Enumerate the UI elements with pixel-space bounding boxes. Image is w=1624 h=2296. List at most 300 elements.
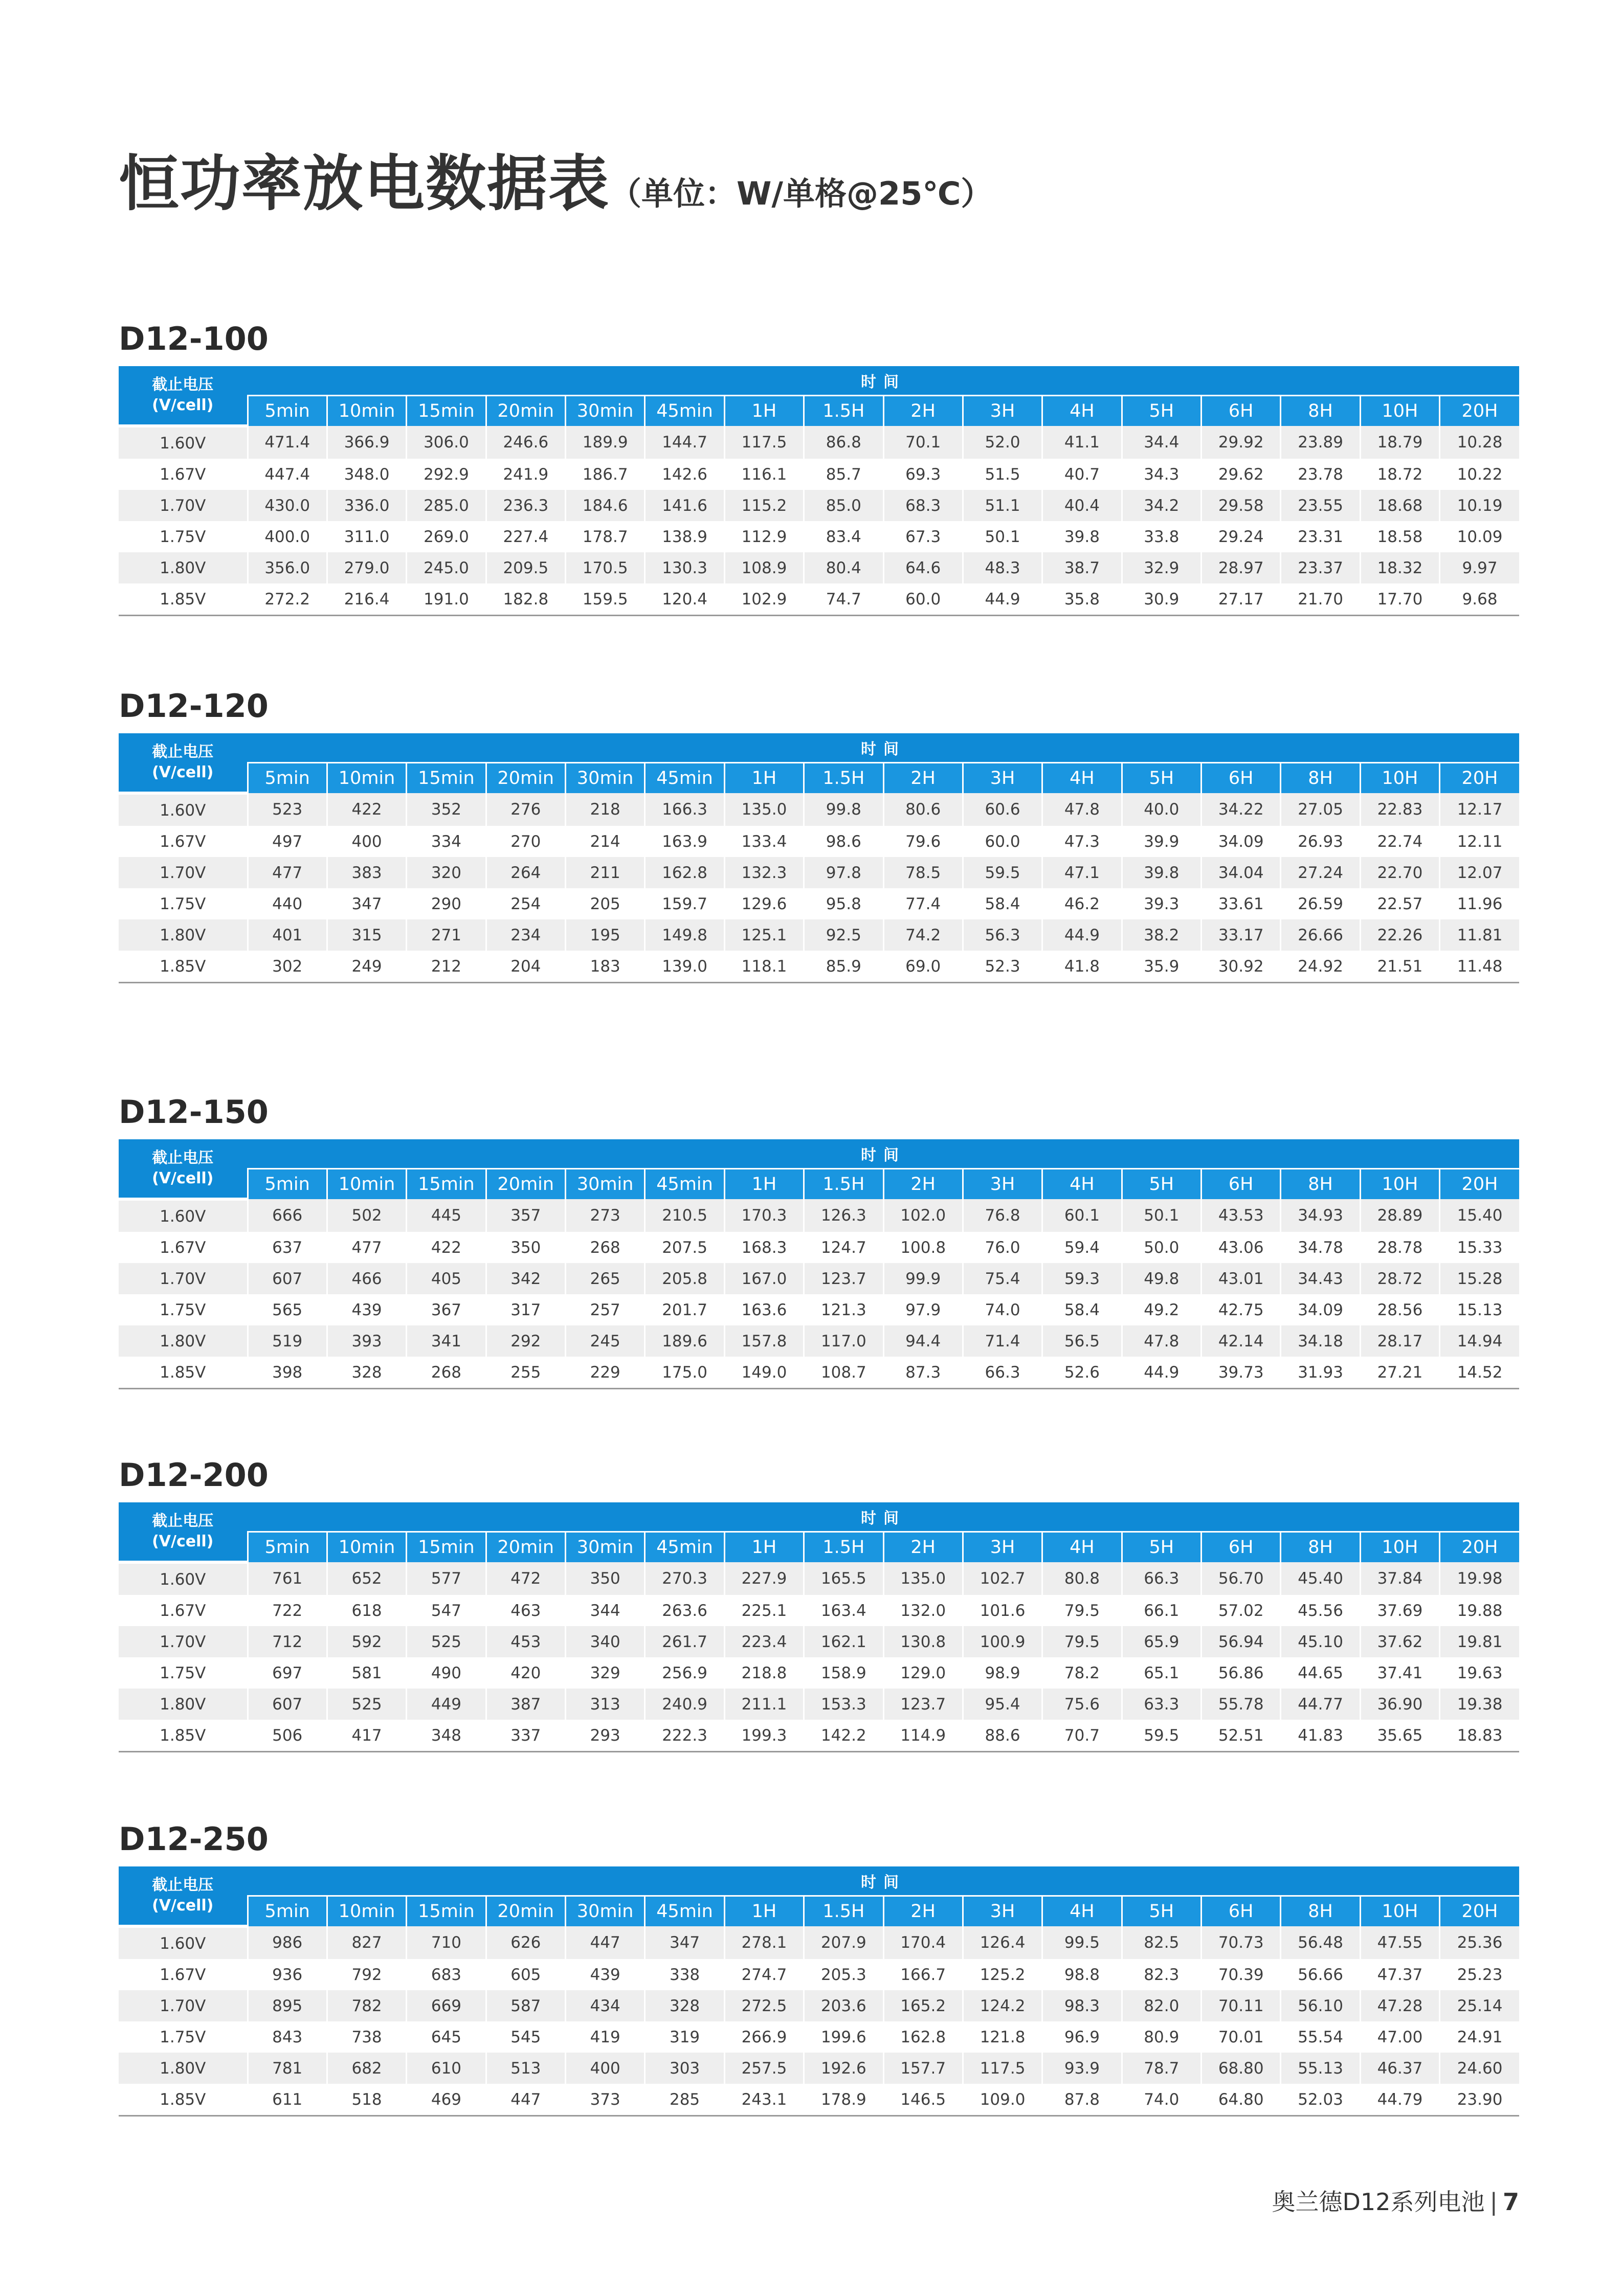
- power-value-cell: 45.40: [1281, 1562, 1360, 1595]
- power-value-cell: 311.0: [327, 521, 406, 552]
- time-header: 时间: [248, 1502, 1519, 1532]
- power-value-cell: 23.55: [1281, 490, 1360, 521]
- power-value-cell: 170.5: [566, 552, 645, 583]
- cutoff-voltage-unit: (V/cell): [152, 396, 214, 414]
- power-value-cell: 38.7: [1042, 552, 1122, 583]
- power-value-cell: 66.1: [1122, 1595, 1201, 1626]
- power-value-cell: 56.5: [1042, 1325, 1122, 1357]
- power-value-cell: 34.2: [1122, 490, 1201, 521]
- power-value-cell: 126.4: [963, 1926, 1042, 1959]
- power-value-cell: 722: [248, 1595, 327, 1626]
- power-value-cell: 163.6: [724, 1294, 804, 1325]
- power-value-cell: 69.3: [883, 459, 963, 490]
- power-value-cell: 637: [248, 1232, 327, 1263]
- power-value-cell: 47.55: [1360, 1926, 1439, 1959]
- power-value-cell: 52.0: [963, 426, 1042, 459]
- power-value-cell: 82.3: [1122, 1959, 1201, 1990]
- power-value-cell: 29.58: [1202, 490, 1281, 521]
- power-value-cell: 132.3: [724, 857, 804, 888]
- power-value-cell: 249: [327, 951, 406, 983]
- power-value-cell: 55.13: [1281, 2053, 1360, 2084]
- power-value-cell: 23.89: [1281, 426, 1360, 459]
- power-value-cell: 270.3: [645, 1562, 724, 1595]
- duration-header: 45min: [645, 1532, 724, 1563]
- power-value-cell: 97.9: [883, 1294, 963, 1325]
- power-value-cell: 225.1: [724, 1595, 804, 1626]
- power-value-cell: 85.7: [804, 459, 883, 490]
- power-value-cell: 352: [407, 793, 486, 826]
- power-value-cell: 199.6: [804, 2021, 883, 2053]
- power-value-cell: 348.0: [327, 459, 406, 490]
- power-value-cell: 40.7: [1042, 459, 1122, 490]
- page-title: [119, 148, 993, 219]
- cutoff-voltage-cell: 1.67V: [119, 1595, 248, 1626]
- power-value-cell: 85.9: [804, 951, 883, 983]
- duration-header: 8H: [1281, 1896, 1360, 1927]
- power-value-cell: 303: [645, 2053, 724, 2084]
- cutoff-voltage-cell: 1.80V: [119, 2053, 248, 2084]
- duration-header: 20min: [486, 763, 565, 794]
- power-value-cell: 843: [248, 2021, 327, 2053]
- duration-header: 4H: [1042, 1169, 1122, 1200]
- duration-header: 8H: [1281, 1169, 1360, 1200]
- power-value-cell: 182.8: [486, 583, 565, 616]
- power-value-cell: 121.8: [963, 2021, 1042, 2053]
- power-value-cell: 28.97: [1202, 552, 1281, 583]
- power-value-cell: 59.3: [1042, 1263, 1122, 1294]
- duration-header: 30min: [566, 396, 645, 426]
- power-value-cell: 165.2: [883, 1990, 963, 2021]
- power-value-cell: 52.6: [1042, 1357, 1122, 1389]
- time-header: 时间: [248, 1866, 1519, 1896]
- power-value-cell: 117.5: [724, 426, 804, 459]
- power-value-cell: 205: [566, 888, 645, 919]
- cutoff-voltage-cell: 1.75V: [119, 521, 248, 552]
- power-value-cell: 285: [645, 2084, 724, 2116]
- power-value-cell: 738: [327, 2021, 406, 2053]
- cutoff-voltage-unit: (V/cell): [152, 1533, 214, 1550]
- power-value-cell: 936: [248, 1959, 327, 1990]
- power-value-cell: 336.0: [327, 490, 406, 521]
- table-row: [119, 1926, 1519, 1959]
- power-value-cell: 445: [407, 1199, 486, 1232]
- power-value-cell: 39.8: [1042, 521, 1122, 552]
- power-value-cell: 109.0: [963, 2084, 1042, 2116]
- power-value-cell: 170.4: [883, 1926, 963, 1959]
- model-title: D12-100: [119, 320, 269, 357]
- power-value-cell: 56.86: [1202, 1657, 1281, 1689]
- power-value-cell: 223.4: [724, 1626, 804, 1657]
- power-value-cell: 22.74: [1360, 826, 1439, 857]
- power-value-cell: 93.9: [1042, 2053, 1122, 2084]
- power-value-cell: 209.5: [486, 552, 565, 583]
- power-value-cell: 447: [566, 1926, 645, 1959]
- power-value-cell: 15.28: [1440, 1263, 1519, 1294]
- power-value-cell: 466: [327, 1263, 406, 1294]
- power-value-cell: 652: [327, 1562, 406, 1595]
- power-value-cell: 35.65: [1360, 1720, 1439, 1752]
- power-value-cell: 27.24: [1281, 857, 1360, 888]
- power-value-cell: 80.4: [804, 552, 883, 583]
- cutoff-voltage-cell: 1.70V: [119, 490, 248, 521]
- power-value-cell: 189.6: [645, 1325, 724, 1357]
- cutoff-voltage-header: [119, 1139, 248, 1199]
- power-value-cell: 28.78: [1360, 1232, 1439, 1263]
- duration-header: 5H: [1122, 1896, 1201, 1927]
- duration-header: 3H: [963, 1896, 1042, 1927]
- power-value-cell: 565: [248, 1294, 327, 1325]
- power-value-cell: 78.7: [1122, 2053, 1201, 2084]
- power-value-cell: 199.3: [724, 1720, 804, 1752]
- power-value-cell: 15.40: [1440, 1199, 1519, 1232]
- power-value-cell: 41.1: [1042, 426, 1122, 459]
- power-value-cell: 24.60: [1440, 2053, 1519, 2084]
- power-value-cell: 55.54: [1281, 2021, 1360, 2053]
- power-value-cell: 35.8: [1042, 583, 1122, 616]
- power-value-cell: 11.48: [1440, 951, 1519, 983]
- power-value-cell: 39.8: [1122, 857, 1201, 888]
- power-value-cell: 76.0: [963, 1232, 1042, 1263]
- power-value-cell: 18.58: [1360, 521, 1439, 552]
- power-value-cell: 19.63: [1440, 1657, 1519, 1689]
- power-value-cell: 108.9: [724, 552, 804, 583]
- discharge-table: [119, 733, 1519, 983]
- power-value-cell: 175.0: [645, 1357, 724, 1389]
- power-value-cell: 192.6: [804, 2053, 883, 2084]
- power-value-cell: 41.8: [1042, 951, 1122, 983]
- table-section: [119, 1457, 1519, 1752]
- power-value-cell: 129.0: [883, 1657, 963, 1689]
- power-value-cell: 43.01: [1202, 1263, 1281, 1294]
- power-value-cell: 124.7: [804, 1232, 883, 1263]
- power-value-cell: 48.3: [963, 552, 1042, 583]
- power-value-cell: 227.4: [486, 521, 565, 552]
- power-value-cell: 22.26: [1360, 919, 1439, 951]
- power-value-cell: 149.0: [724, 1357, 804, 1389]
- power-value-cell: 387: [486, 1689, 565, 1720]
- duration-header: 2H: [883, 396, 963, 426]
- power-value-cell: 263.6: [645, 1595, 724, 1626]
- cutoff-voltage-cell: 1.60V: [119, 1199, 248, 1232]
- power-value-cell: 116.1: [724, 459, 804, 490]
- power-value-cell: 64.6: [883, 552, 963, 583]
- power-value-cell: 986: [248, 1926, 327, 1959]
- cutoff-voltage-cell: 1.85V: [119, 583, 248, 616]
- table-row: [119, 1959, 1519, 1990]
- power-value-cell: 234: [486, 919, 565, 951]
- table-row: [119, 1720, 1519, 1752]
- power-value-cell: 317: [486, 1294, 565, 1325]
- power-value-cell: 273: [566, 1199, 645, 1232]
- power-value-cell: 80.6: [883, 793, 963, 826]
- power-value-cell: 47.8: [1042, 793, 1122, 826]
- cutoff-voltage-cell: 1.80V: [119, 919, 248, 951]
- power-value-cell: 383: [327, 857, 406, 888]
- power-value-cell: 393: [327, 1325, 406, 1357]
- power-value-cell: 31.93: [1281, 1357, 1360, 1389]
- cutoff-voltage-cell: 1.75V: [119, 1657, 248, 1689]
- power-value-cell: 44.65: [1281, 1657, 1360, 1689]
- power-value-cell: 74.0: [963, 1294, 1042, 1325]
- power-value-cell: 506: [248, 1720, 327, 1752]
- duration-header: 20min: [486, 1169, 565, 1200]
- power-value-cell: 43.53: [1202, 1199, 1281, 1232]
- power-value-cell: 40.4: [1042, 490, 1122, 521]
- power-value-cell: 65.9: [1122, 1626, 1201, 1657]
- power-value-cell: 236.3: [486, 490, 565, 521]
- power-value-cell: 29.62: [1202, 459, 1281, 490]
- power-value-cell: 618: [327, 1595, 406, 1626]
- power-value-cell: 47.37: [1360, 1959, 1439, 1990]
- power-value-cell: 292: [486, 1325, 565, 1357]
- power-value-cell: 37.69: [1360, 1595, 1439, 1626]
- power-value-cell: 52.03: [1281, 2084, 1360, 2116]
- power-value-cell: 400: [327, 826, 406, 857]
- duration-header: 20min: [486, 1896, 565, 1927]
- power-value-cell: 10.09: [1440, 521, 1519, 552]
- power-value-cell: 669: [407, 1990, 486, 2021]
- power-value-cell: 210.5: [645, 1199, 724, 1232]
- duration-header: 6H: [1202, 396, 1281, 426]
- power-value-cell: 211: [566, 857, 645, 888]
- power-value-cell: 605: [486, 1959, 565, 1990]
- power-value-cell: 34.43: [1281, 1263, 1360, 1294]
- model-title: D12-150: [119, 1093, 269, 1131]
- power-value-cell: 23.37: [1281, 552, 1360, 583]
- power-value-cell: 18.68: [1360, 490, 1439, 521]
- duration-header: 2H: [883, 763, 963, 794]
- duration-header: 20H: [1440, 1896, 1519, 1927]
- power-value-cell: 24.91: [1440, 2021, 1519, 2053]
- power-value-cell: 34.09: [1202, 826, 1281, 857]
- power-value-cell: 26.93: [1281, 826, 1360, 857]
- power-value-cell: 166.7: [883, 1959, 963, 1990]
- power-value-cell: 133.4: [724, 826, 804, 857]
- power-value-cell: 342: [486, 1263, 565, 1294]
- power-value-cell: 66.3: [1122, 1562, 1201, 1595]
- power-value-cell: 23.31: [1281, 521, 1360, 552]
- cutoff-voltage-cell: 1.85V: [119, 1357, 248, 1389]
- power-value-cell: 302: [248, 951, 327, 983]
- power-value-cell: 15.33: [1440, 1232, 1519, 1263]
- power-value-cell: 19.88: [1440, 1595, 1519, 1626]
- table-row: [119, 2053, 1519, 2084]
- power-value-cell: 59.5: [963, 857, 1042, 888]
- power-value-cell: 401: [248, 919, 327, 951]
- power-value-cell: 25.36: [1440, 1926, 1519, 1959]
- power-value-cell: 373: [566, 2084, 645, 2116]
- power-value-cell: 519: [248, 1325, 327, 1357]
- power-value-cell: 78.2: [1042, 1657, 1122, 1689]
- power-value-cell: 447.4: [248, 459, 327, 490]
- duration-header: 6H: [1202, 763, 1281, 794]
- power-value-cell: 42.14: [1202, 1325, 1281, 1357]
- power-value-cell: 70.39: [1202, 1959, 1281, 1990]
- power-value-cell: 430.0: [248, 490, 327, 521]
- power-value-cell: 117.5: [963, 2053, 1042, 2084]
- power-value-cell: 56.10: [1281, 1990, 1360, 2021]
- power-value-cell: 525: [407, 1626, 486, 1657]
- power-value-cell: 18.83: [1440, 1720, 1519, 1752]
- power-value-cell: 125.2: [963, 1959, 1042, 1990]
- table-row: [119, 1294, 1519, 1325]
- cutoff-voltage-label: 截止电压: [152, 1512, 214, 1530]
- power-value-cell: 28.89: [1360, 1199, 1439, 1232]
- power-value-cell: 184.6: [566, 490, 645, 521]
- power-value-cell: 19.38: [1440, 1689, 1519, 1720]
- power-value-cell: 117.0: [804, 1325, 883, 1357]
- power-value-cell: 34.4: [1122, 426, 1201, 459]
- power-value-cell: 70.11: [1202, 1990, 1281, 2021]
- power-value-cell: 547: [407, 1595, 486, 1626]
- duration-header: 3H: [963, 1532, 1042, 1563]
- table-row: [119, 919, 1519, 951]
- model-title: D12-250: [119, 1820, 269, 1858]
- power-value-cell: 50.1: [963, 521, 1042, 552]
- power-value-cell: 26.66: [1281, 919, 1360, 951]
- power-value-cell: 168.3: [724, 1232, 804, 1263]
- table-section: [119, 688, 1519, 983]
- duration-header: 5H: [1122, 1169, 1201, 1200]
- power-value-cell: 292.9: [407, 459, 486, 490]
- duration-header: 5min: [248, 1169, 327, 1200]
- power-value-cell: 34.93: [1281, 1199, 1360, 1232]
- duration-header: 1H: [724, 1532, 804, 1563]
- cutoff-voltage-cell: 1.70V: [119, 1626, 248, 1657]
- time-header: 时间: [248, 366, 1519, 396]
- power-value-cell: 205.8: [645, 1263, 724, 1294]
- power-value-cell: 32.9: [1122, 552, 1201, 583]
- power-value-cell: 33.8: [1122, 521, 1201, 552]
- table-section: [119, 321, 1519, 616]
- power-value-cell: 163.4: [804, 1595, 883, 1626]
- power-value-cell: 77.4: [883, 888, 963, 919]
- power-value-cell: 274.7: [724, 1959, 804, 1990]
- power-value-cell: 440: [248, 888, 327, 919]
- power-value-cell: 74.7: [804, 583, 883, 616]
- power-value-cell: 52.51: [1202, 1720, 1281, 1752]
- cutoff-voltage-cell: 1.70V: [119, 857, 248, 888]
- power-value-cell: 10.28: [1440, 426, 1519, 459]
- power-value-cell: 279.0: [327, 552, 406, 583]
- cutoff-voltage-cell: 1.85V: [119, 2084, 248, 2116]
- power-value-cell: 420: [486, 1657, 565, 1689]
- power-value-cell: 207.9: [804, 1926, 883, 1959]
- duration-header: 15min: [407, 1896, 486, 1927]
- power-value-cell: 41.83: [1281, 1720, 1360, 1752]
- duration-header: 1.5H: [804, 763, 883, 794]
- power-value-cell: 58.4: [1042, 1294, 1122, 1325]
- power-value-cell: 139.0: [645, 951, 724, 983]
- table-row: [119, 793, 1519, 826]
- table-row: [119, 888, 1519, 919]
- cutoff-voltage-cell: 1.85V: [119, 1720, 248, 1752]
- power-value-cell: 212: [407, 951, 486, 983]
- duration-header: 45min: [645, 1896, 724, 1927]
- power-value-cell: 47.8: [1122, 1325, 1201, 1357]
- power-value-cell: 28.56: [1360, 1294, 1439, 1325]
- power-value-cell: 12.11: [1440, 826, 1519, 857]
- power-value-cell: 37.84: [1360, 1562, 1439, 1595]
- power-value-cell: 37.62: [1360, 1626, 1439, 1657]
- power-value-cell: 434: [566, 1990, 645, 2021]
- duration-header: 20H: [1440, 396, 1519, 426]
- power-value-cell: 74.0: [1122, 2084, 1201, 2116]
- duration-header: 3H: [963, 396, 1042, 426]
- power-value-cell: 340: [566, 1626, 645, 1657]
- table-row: [119, 1562, 1519, 1595]
- discharge-table: [119, 366, 1519, 616]
- cutoff-voltage-cell: 1.67V: [119, 826, 248, 857]
- duration-header: 10H: [1360, 1896, 1439, 1927]
- power-value-cell: 158.9: [804, 1657, 883, 1689]
- power-value-cell: 30.92: [1202, 951, 1281, 983]
- power-value-cell: 28.17: [1360, 1325, 1439, 1357]
- power-value-cell: 268: [566, 1232, 645, 1263]
- power-value-cell: 203.6: [804, 1990, 883, 2021]
- power-value-cell: 285.0: [407, 490, 486, 521]
- power-value-cell: 347: [645, 1926, 724, 1959]
- power-value-cell: 518: [327, 2084, 406, 2116]
- power-value-cell: 356.0: [248, 552, 327, 583]
- power-value-cell: 19.81: [1440, 1626, 1519, 1657]
- duration-header: 4H: [1042, 1532, 1122, 1563]
- duration-header: 10H: [1360, 1169, 1439, 1200]
- duration-header: 6H: [1202, 1532, 1281, 1563]
- table-row: [119, 857, 1519, 888]
- duration-header: 4H: [1042, 1896, 1122, 1927]
- duration-header: 3H: [963, 763, 1042, 794]
- power-value-cell: 162.1: [804, 1626, 883, 1657]
- table-row: [119, 1626, 1519, 1657]
- power-value-cell: 9.68: [1440, 583, 1519, 616]
- power-value-cell: 60.0: [963, 826, 1042, 857]
- power-value-cell: 76.8: [963, 1199, 1042, 1232]
- power-value-cell: 895: [248, 1990, 327, 2021]
- power-value-cell: 293: [566, 1720, 645, 1752]
- power-value-cell: 422: [407, 1232, 486, 1263]
- power-value-cell: 216.4: [327, 583, 406, 616]
- power-value-cell: 82.5: [1122, 1926, 1201, 1959]
- power-value-cell: 204: [486, 951, 565, 983]
- cutoff-voltage-cell: 1.80V: [119, 1325, 248, 1357]
- power-value-cell: 243.1: [724, 2084, 804, 2116]
- power-value-cell: 449: [407, 1689, 486, 1720]
- power-value-cell: 35.9: [1122, 951, 1201, 983]
- power-value-cell: 246.6: [486, 426, 565, 459]
- power-value-cell: 577: [407, 1562, 486, 1595]
- table-row: [119, 826, 1519, 857]
- power-value-cell: 610: [407, 2053, 486, 2084]
- duration-header: 4H: [1042, 763, 1122, 794]
- power-value-cell: 69.0: [883, 951, 963, 983]
- duration-header: 45min: [645, 396, 724, 426]
- duration-header: 5min: [248, 763, 327, 794]
- cutoff-voltage-unit: (V/cell): [152, 1897, 214, 1915]
- duration-header: 6H: [1202, 1169, 1281, 1200]
- power-value-cell: 513: [486, 2053, 565, 2084]
- power-value-cell: 75.6: [1042, 1689, 1122, 1720]
- power-value-cell: 195: [566, 919, 645, 951]
- power-value-cell: 27.21: [1360, 1357, 1439, 1389]
- duration-header: 15min: [407, 396, 486, 426]
- power-value-cell: 141.6: [645, 490, 724, 521]
- cutoff-voltage-cell: 1.67V: [119, 1232, 248, 1263]
- power-value-cell: 11.81: [1440, 919, 1519, 951]
- duration-header: 10min: [327, 396, 406, 426]
- power-value-cell: 523: [248, 793, 327, 826]
- power-value-cell: 47.3: [1042, 826, 1122, 857]
